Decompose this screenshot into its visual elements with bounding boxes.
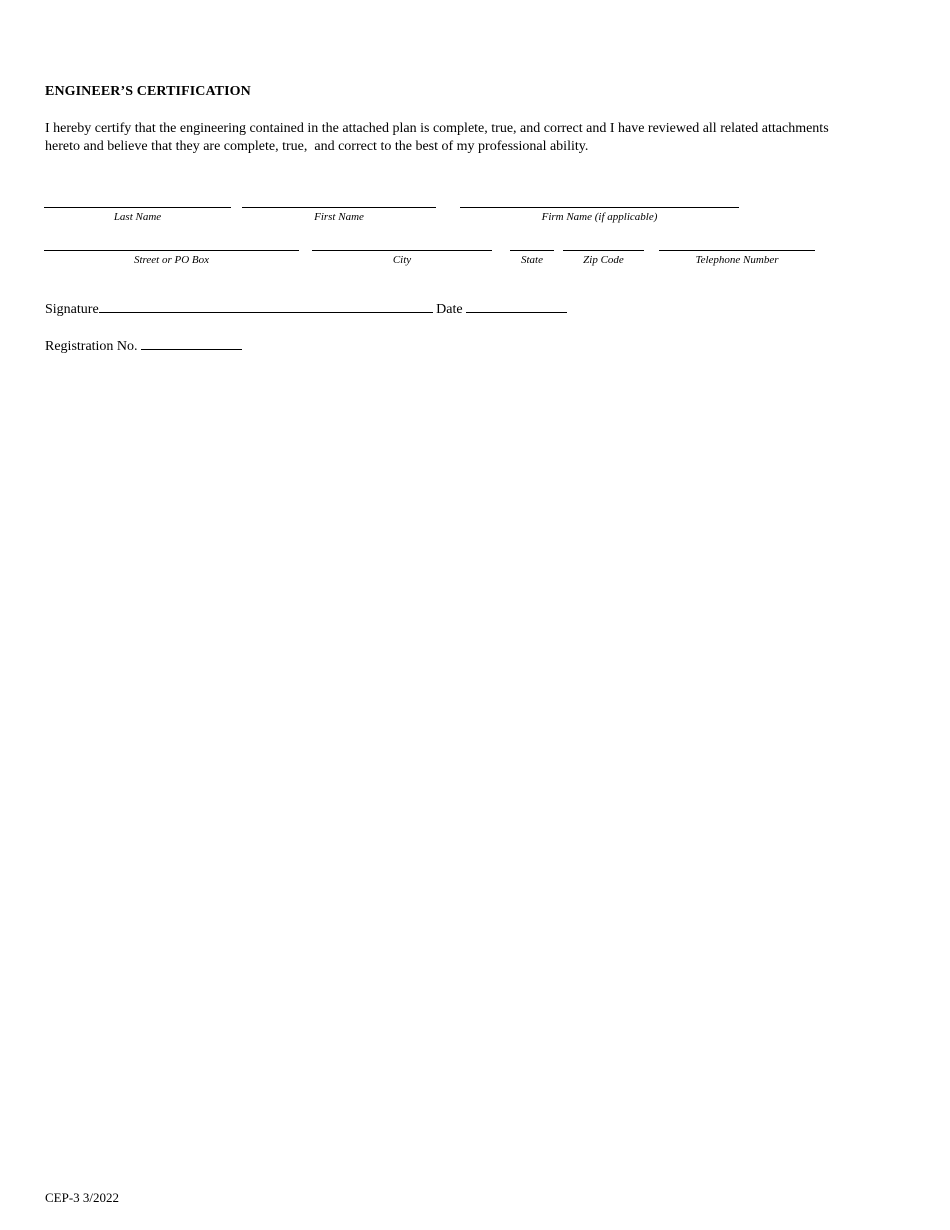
registration-line[interactable]	[141, 337, 242, 350]
last-name-field[interactable]	[44, 207, 231, 233]
state-line[interactable]	[510, 250, 554, 251]
section-heading: ENGINEER’S CERTIFICATION	[45, 84, 251, 99]
telephone-line[interactable]	[659, 250, 815, 251]
zip-field[interactable]	[563, 250, 644, 276]
telephone-label: Telephone Number	[695, 254, 779, 266]
street-label: Street or PO Box	[133, 254, 210, 266]
signature-label: Signature	[45, 302, 99, 317]
last-name-line[interactable]	[44, 207, 231, 208]
firm-name-field[interactable]	[460, 207, 739, 233]
telephone-field[interactable]	[659, 250, 815, 276]
registration-label: Registration No.	[45, 339, 138, 354]
registration-row	[45, 337, 242, 355]
certification-statement: I hereby certify that the engineering contained in the attached plan is complete, true, and correct and I have reviewed all related attachments hereto and believe that they are complete, true, and correct to the best of my professional ability.	[45, 121, 833, 154]
first-name-field[interactable]	[242, 207, 436, 233]
signature-line[interactable]	[99, 300, 433, 313]
city-field[interactable]	[312, 250, 492, 276]
last-name-label: Last Name	[113, 211, 162, 223]
city-line[interactable]	[312, 250, 492, 251]
date-label: Date	[436, 302, 463, 317]
date-line[interactable]	[466, 300, 567, 313]
city-label: City	[392, 254, 412, 266]
street-line[interactable]	[44, 250, 299, 251]
state-label: State	[521, 254, 543, 266]
zip-line[interactable]	[563, 250, 644, 251]
firm-name-line[interactable]	[460, 207, 739, 208]
first-name-line[interactable]	[242, 207, 436, 208]
state-field[interactable]	[510, 250, 554, 276]
signature-row	[45, 300, 567, 318]
first-name-label: First Name	[314, 211, 364, 223]
street-field[interactable]	[44, 250, 299, 276]
firm-name-label: Firm Name (if applicable)	[541, 211, 658, 223]
zip-label: Zip Code	[583, 254, 624, 266]
form-code: CEP-3 3/2022	[45, 1190, 120, 1205]
